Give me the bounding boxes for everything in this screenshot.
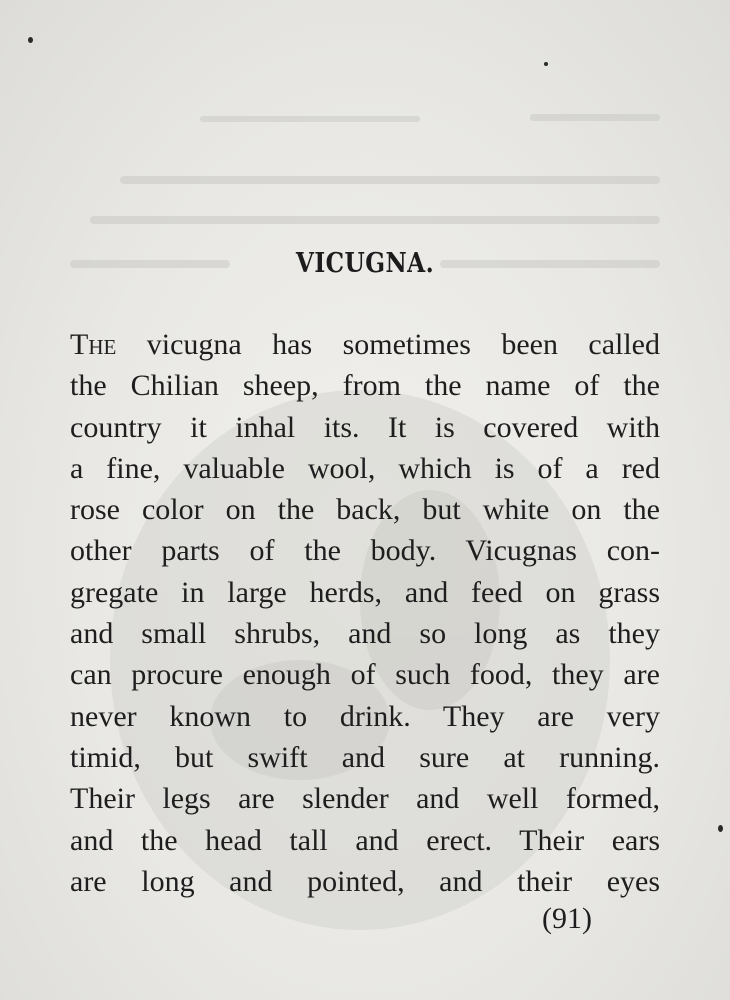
page-number: (91)	[542, 902, 592, 935]
lead-word: The	[70, 328, 117, 361]
text-line: and the head tall and erect. Their ears	[70, 823, 660, 857]
text-line: never known to drink. They are very	[70, 699, 660, 733]
text-line: a fine, valuable wool, which is of a red	[70, 451, 660, 485]
text-line: and small shrubs, and so long as they	[70, 617, 660, 651]
text-line: can procure enough of such food, they are	[70, 658, 660, 692]
text-line: other parts of the body. Vicugnas con-	[70, 534, 660, 568]
body-paragraph	[70, 324, 660, 902]
text-line: country it inhal its. It is covered with	[70, 410, 660, 444]
text-line	[70, 324, 660, 365]
ink-speck	[718, 825, 723, 832]
text-line: the Chilian sheep, from the name of the	[70, 369, 660, 403]
ink-speck	[28, 37, 33, 43]
text-line: gregate in large herds, and feed on grass	[70, 575, 660, 609]
text-line: timid, but swift and sure at running.	[70, 740, 660, 774]
page-title: VICUGNA.	[295, 248, 435, 279]
text-line: Their legs are slender and well formed,	[70, 782, 660, 816]
text-line: rose color on the back, but white on the	[70, 493, 660, 527]
ink-speck	[544, 62, 548, 66]
first-line-rest: vicugna has sometimes been called	[116, 328, 660, 361]
text-line: are long and pointed, and their eyes	[70, 864, 660, 898]
